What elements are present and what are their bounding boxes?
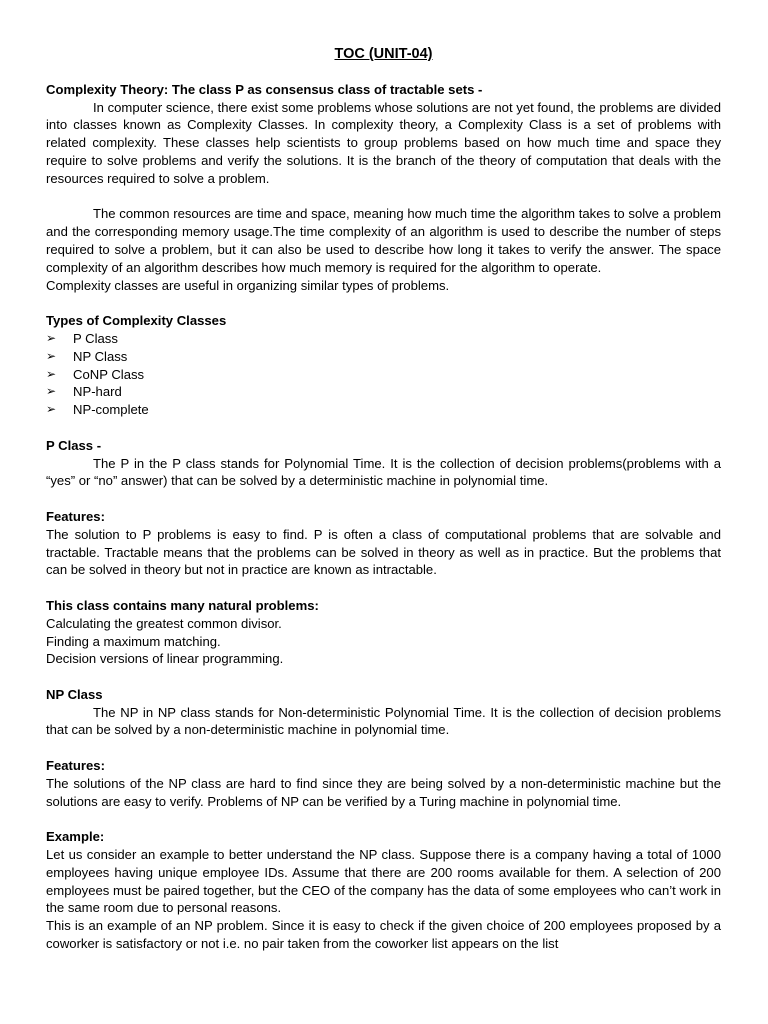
p-class-features-heading: Features: <box>46 508 105 524</box>
arrow-bullet-icon: ➢ <box>46 366 57 381</box>
page-title: TOC (UNIT-04) <box>334 46 433 62</box>
document-body <box>46 46 721 953</box>
np-class-features-heading: Features: <box>46 758 105 774</box>
p-class-paragraph: The P in the P class stands for Polynomial Time. It is the collection of decision problems(problems with a “yes” or “no” answer) that can be solved by a deterministic machine in polynomial time. <box>46 455 721 489</box>
arrow-bullet-icon: ➢ <box>46 384 57 399</box>
arrow-bullet-icon: ➢ <box>46 402 57 417</box>
section-heading-types: Types of Complexity Classes <box>46 313 227 329</box>
list-item: Calculating the greatest common divisor. <box>46 615 282 631</box>
list-item: Decision versions of linear programming. <box>46 651 284 667</box>
arrow-bullet-icon: ➢ <box>46 330 57 345</box>
list-item: ➢ P Class <box>46 330 118 346</box>
example-paragraph-2: This is an example of an NP problem. Since it is easy to check if the given choice of 200 employees proposed by a coworker is satisfactory or not i.e. no pair taken from the coworker list appears on the list <box>46 918 721 952</box>
list-item: ➢ NP-hard <box>46 384 122 400</box>
list-item: ➢ CoNP Class <box>46 366 145 382</box>
np-class-paragraph: The NP in NP class stands for Non-deterministic Polynomial Time. It is the collection of decision problems that can be solved by a non-deterministic machine in polynomial time. <box>46 704 721 738</box>
section-heading-complexity-theory: Complexity Theory: The class P as consensus class of tractable sets - <box>46 81 483 97</box>
np-class-features-paragraph: The solutions of the NP class are hard to find since they are being solved by a non-deterministic machine but the solutions are easy to verify. Problems of NP can be verified by a Turing machine in polynomial time. <box>46 775 721 809</box>
intro-paragraph-2: The common resources are time and space, meaning how much time the algorithm takes to solve a problem and the corresponding memory usage.The time complexity of an algorithm is used to describe the number of steps required to solve a problem, but it can also be used to describe how long it takes to verify the answer. The space complexity of an algorithm describes how much memory is required for the algorithm to operate. <box>46 206 721 275</box>
section-heading-np-class: NP Class <box>46 686 103 702</box>
example-paragraph-1: Let us consider an example to better understand the NP class. Suppose there is a company having a total of 1000 employees having unique employee IDs. Assume that there are 200 rooms available for them. A selection of 200 employees must be paired together, but the CEO of the company has the data of some employees who can’t work in the same room due to personal reasons. <box>46 847 721 916</box>
example-heading: Example: <box>46 829 105 845</box>
list-item: ➢ NP Class <box>46 348 128 364</box>
intro-paragraph-3: Complexity classes are useful in organizing similar types of problems. <box>46 277 450 293</box>
p-class-features-paragraph: The solution to P problems is easy to find. P is often a class of computational problems that are solvable and tractable. Tractable means that the problems can be solved in theory as well as in practice. But the problems that can be solved in theory but not in practice are known as intractable. <box>46 526 721 578</box>
natural-problems-heading: This class contains many natural problems: <box>46 597 319 613</box>
list-item: ➢ NP-complete <box>46 402 149 418</box>
intro-paragraph-1: In computer science, there exist some problems whose solutions are not yet found, the problems are divided into classes known as Complexity Classes. In complexity theory, a Complexity Class is a set of problems with related complexity. These classes help scientists to group problems based on how much time and space they require to solve problems and verify the solutions. It is the branch of the theory of computation that deals with the resources required to solve a problem. <box>46 99 721 186</box>
list-item: Finding a maximum matching. <box>46 633 221 649</box>
arrow-bullet-icon: ➢ <box>46 348 57 363</box>
types-list <box>46 330 721 419</box>
section-heading-p-class: P Class - <box>46 437 102 453</box>
